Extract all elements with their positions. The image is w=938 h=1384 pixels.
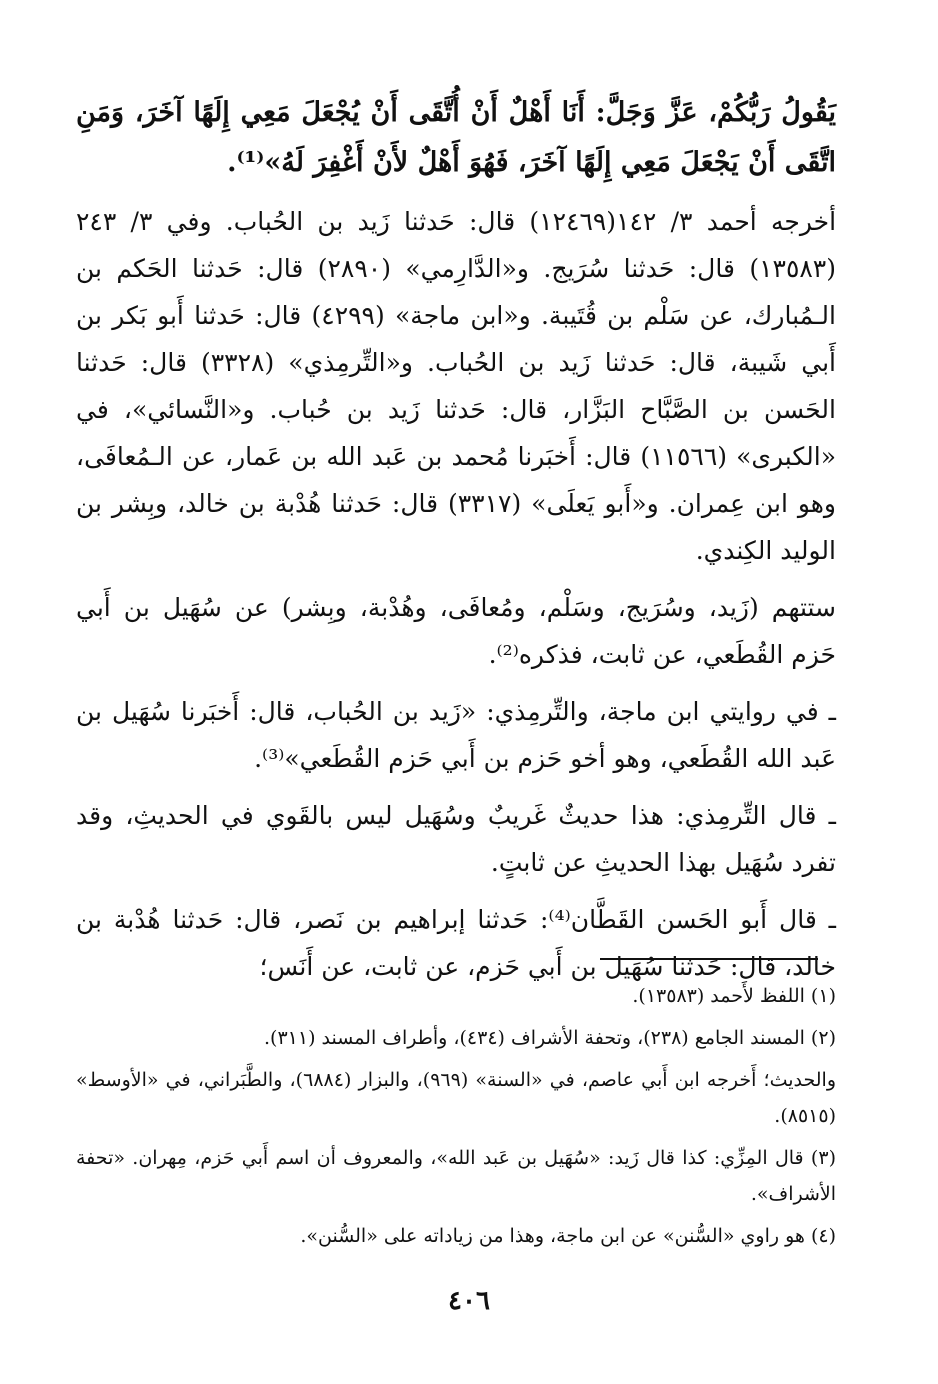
- note-paragraph-ibn-majah: ـ في روايتي ابن ماجة، والتِّرمِذي: «زَيد بن الحُباب، قال: أَخبَرنا سُهَيل بن عَبد الله القُطَعي، وهو أخو حَزم بن أَبي حَزم القُطَعي»⁽³⁾.: [76, 697, 836, 773]
- note-paragraph-qattan: ـ قال أَبو الحَسن القَطَّان⁽⁴⁾: حَدثنا إبراهيم بن نَصر، قال: حَدثنا هُدْبة بن خالد، قال: حَدثنا سُهَيل بن أَبي حَزم، عن ثابت، عن أَنَس؛: [76, 905, 837, 981]
- footnote-1: (١) اللفظ لأَحمد (١٣٥٨٣).: [632, 985, 836, 1007]
- footnotes: [76, 978, 836, 1260]
- note-paragraph-tirmidhi: ـ قال التِّرمِذي: هذا حديثٌ غَريبٌ وسُهَيل ليس بالقَوي في الحديثِ، وقد تفرد سُهَيل بهذا الحديثِ عن ثابتٍ.: [76, 801, 836, 877]
- footnote-divider: [600, 958, 818, 960]
- main-text: [76, 88, 836, 1000]
- footnote-3: (٣) قال المِزِّي: كذا قال زَيد: «سُهَيل بن عَبد الله»، والمعروف أن اسم أَبي حَزم، مِهران. «تحفة الأشراف».: [76, 1147, 836, 1205]
- takhrij-paragraph: أخرجه أحمد ٣/ ١٤٢(١٢٤٦٩) قال: حَدثنا زَيد بن الحُباب. وفي ٣/ ٢٤٣ (١٣٥٨٣) قال: حَدثنا سُرَيج. و«الدَّارِمي» (٢٨٩٠) قال: حَدثنا الحَكم بن الـمُبارك، عن سَلْم بن قُتَيبة. و«ابن ماجة» (٤٢٩٩) قال: حَدثنا أَبو بَكر بن أَبي شَيبة، قال: حَدثنا زَيد بن الحُباب. و«التِّرمِذي» (٣٣٢٨) قال: حَدثنا الحَسن بن الصَّبَّاح البَزَّار، قال: حَدثنا زَيد بن حُباب. و«النَّسائي»، في «الكبرى» (١١٥٦٦) قال: أَخبَرنا مُحمد بن عَبد الله بن عَمار، عن الـمُعافَى، وهو ابن عِمران. و«أَبو يَعلَى» (٣٣١٧) قال: حَدثنا هُدْبة بن خالد، وبِشر بن الوليد الكِندي.: [76, 207, 837, 565]
- footnote-2-continuation: والحديث؛ أَخرجه ابن أَبي عاصم، في «السنة» (٩٦٩)، والبزار (٦٨٨٤)، والطَّبَراني، في «الأوسط» (٨٥١٥).: [76, 1069, 837, 1127]
- hadith-text: يَقُولُ رَبُّكُمْ، عَزَّ وَجَلَّ: أَنَا أَهْلٌ أَنْ أُتَّقَى أَنْ يُجْعَلَ مَعِي إِلَهًا آخَرَ، وَمَنِ اتَّقَى أَنْ يَجْعَلَ مَعِي إِلَهًا آخَرَ، فَهُوَ أَهْلٌ لأَنْ أَغْفِرَ لَهُ»⁽¹⁾.: [76, 97, 836, 178]
- footnote-2: (٢) المسند الجامع (٢٣٨)، وتحفة الأشراف (٤٣٤)، وأطراف المسند (٣١١).: [264, 1027, 836, 1049]
- page-number: ٤٠٦: [448, 1286, 490, 1316]
- footnote-4: (٤) هو راوي «السُّنن» عن ابن ماجة، وهذا من زياداته على «السُّنن».: [300, 1225, 836, 1247]
- narrators-paragraph: ستتهم (زَيد، وسُرَيج، وسَلْم، ومُعافَى، وهُدْبة، وبِشر) عن سُهَيل بن أَبي حَزم القُطَعي، عن ثابت، فذكره⁽²⁾.: [76, 593, 836, 669]
